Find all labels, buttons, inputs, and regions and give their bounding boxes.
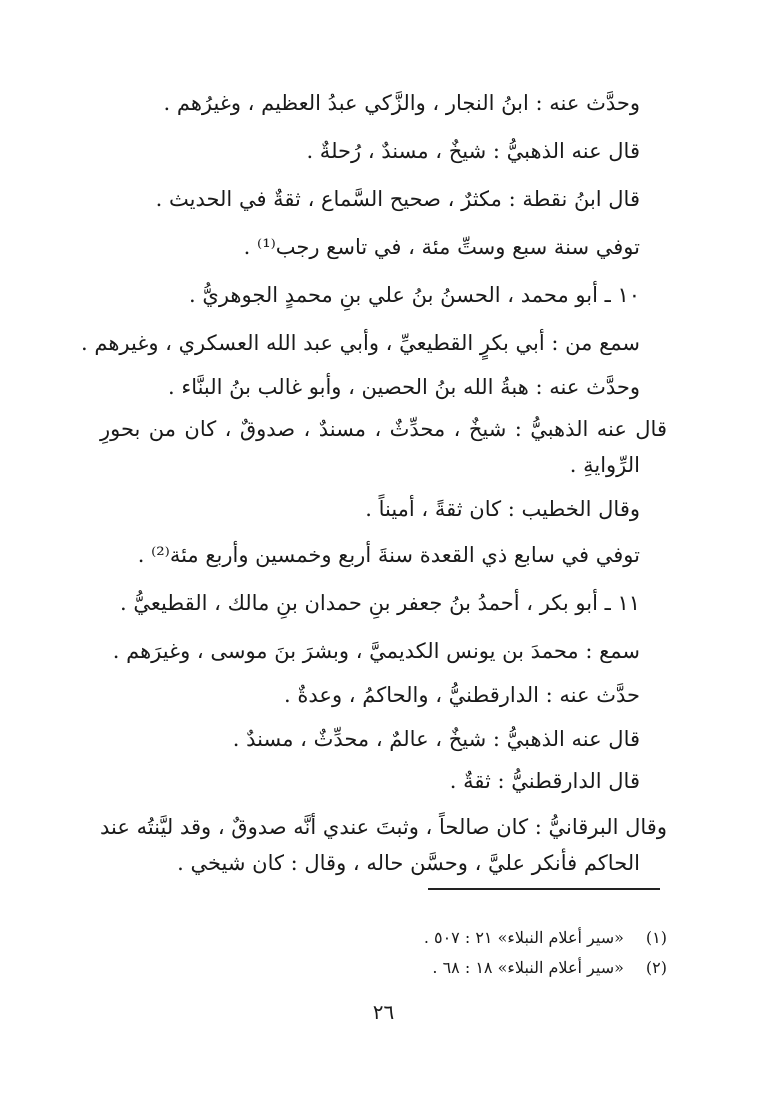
text-line-18: الحاكم فأنكر عليَّ ، وحسَّن حاله ، وقال : كان شيخي . — [177, 851, 640, 875]
text-line-17: وقال البرقانيُّ : كان صالحاً ، وثبتَ عندي أنَّه صدوقٌ ، وقد ليَّنتُه عند — [100, 815, 667, 839]
footnote-1-number: (١) — [645, 928, 667, 947]
footnote-divider — [428, 888, 660, 890]
text-line-4: توفي سنة سبع وستِّ مئة ، في تاسع رجب⁽¹⁾ . — [243, 235, 640, 259]
text-line-1: وحدَّث عنه : ابنُ النجار ، والزَّكي عبدُ العظيم ، وغيرُهم . — [163, 91, 640, 115]
footnote-1-text: «سير أعلام النبلاء» ٢١ : ٥٠٧ . — [423, 928, 624, 947]
footnote-1 — [147, 926, 667, 950]
text-line-16: قال الدارقطنيُّ : ثقةٌ . — [449, 769, 640, 793]
text-line-15: قال عنه الذهبيُّ : شيخٌ ، عالمٌ ، محدِّثٌ ، مسندٌ . — [232, 727, 640, 751]
text-line-9: الرِّوايةِ . — [569, 453, 640, 477]
page-number: ٢٦ — [372, 1000, 395, 1024]
footnote-2 — [147, 956, 667, 980]
text-line-8: قال عنه الذهبيُّ : شيخٌ ، محدِّثٌ ، مسندٌ ، صدوقٌ ، كان من بحورِ — [100, 417, 667, 441]
footnote-2-text: «سير أعلام النبلاء» ١٨ : ٦٨ . — [432, 958, 624, 977]
text-line-6: سمع من : أبي بكرٍ القطيعيِّ ، وأبي عبد الله العسكري ، وغيرهم . — [81, 331, 640, 355]
text-line-3: قال ابنُ نقطة : مكثرٌ ، صحيح السَّماع ، ثقةٌ في الحديث . — [155, 187, 640, 211]
entry-heading-10: ١٠ ـ أبو محمد ، الحسنُ بنُ علي بنِ محمدٍ الجوهريُّ . — [189, 283, 640, 307]
text-line-11: توفي في سابع ذي القعدة سنةَ أربع وخمسين وأربع مئة⁽²⁾ . — [137, 543, 640, 567]
entry-heading-11: ١١ ـ أبو بكر ، أحمدُ بنُ جعفر بنِ حمدان بنِ مالك ، القطيعيُّ . — [120, 591, 640, 615]
text-line-14: حدَّث عنه : الدارقطنيُّ ، والحاكمُ ، وعدةٌ . — [284, 683, 640, 707]
footnote-2-number: (٢) — [645, 958, 667, 977]
text-line-10: وقال الخطيب : كان ثقةً ، أميناً . — [365, 497, 640, 521]
text-line-13: سمع : محمدَ بن يونس الكديميَّ ، وبشرَ بنَ موسى ، وغيرَهم . — [112, 639, 640, 663]
text-line-2: قال عنه الذهبيُّ : شيخٌ ، مسندٌ ، رُحلةٌ . — [306, 139, 640, 163]
text-line-7: وحدَّث عنه : هبةُ الله بنُ الحصين ، وأبو غالب بنُ البنَّاء . — [167, 375, 640, 399]
